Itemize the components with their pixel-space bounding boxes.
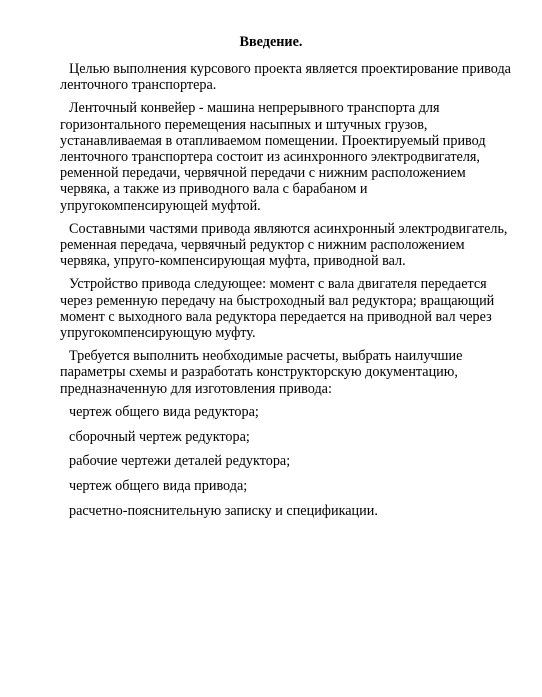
list-item: сборочный чертеж редуктора; bbox=[69, 428, 250, 445]
list-item: рабочие чертежи деталей редуктора; bbox=[69, 453, 291, 470]
document-title: Введение. bbox=[239, 34, 303, 50]
paragraph-device: Устройство привода следующее: момент с вала двигателя передается через ременную передачу на быстроходный вал редуктора; вращающий момент с выходного вала редуктора передается на приводной вал через упругокомпенсирующую муфту. bbox=[60, 276, 495, 342]
list-item: расчетно-пояснительную записку и спецификации. bbox=[69, 502, 378, 519]
paragraph-components: Составными частями привода являются асинхронный электродвигатель, ременная передача, червячный редуктор с нижним расположением червяка, упруго-компенсирующая муфта, приводной вал. bbox=[60, 220, 508, 270]
paragraph-conveyor: Ленточный конвейер - машина непрерывного транспорта для горизонтального перемещения насыпных и штучных грузов, устанавливаемая в отапливаемом помещении. Проектируемый привод ленточного транспортера состоит из асинхронного электродвигателя, ременной передачи, червячной передачи с нижним расположением червяка, а также из приводного вала с барабаном и упругокомпенсирующей муфтой. bbox=[60, 100, 486, 214]
deliverables-list bbox=[60, 404, 516, 519]
paragraph-requirements: Требуется выполнить необходимые расчеты, выбрать наилучшие параметры схемы и разработать конструкторскую документацию, предназначенную для изготовления привода: bbox=[60, 348, 463, 397]
list-item: чертеж общего вида привода; bbox=[69, 477, 248, 494]
paragraph-goal: Целью выполнения курсового проекта является проектирование привода ленточного транспортера. bbox=[60, 61, 511, 94]
document-body bbox=[60, 61, 516, 527]
list-item: чертеж общего вида редуктора; bbox=[69, 403, 259, 420]
